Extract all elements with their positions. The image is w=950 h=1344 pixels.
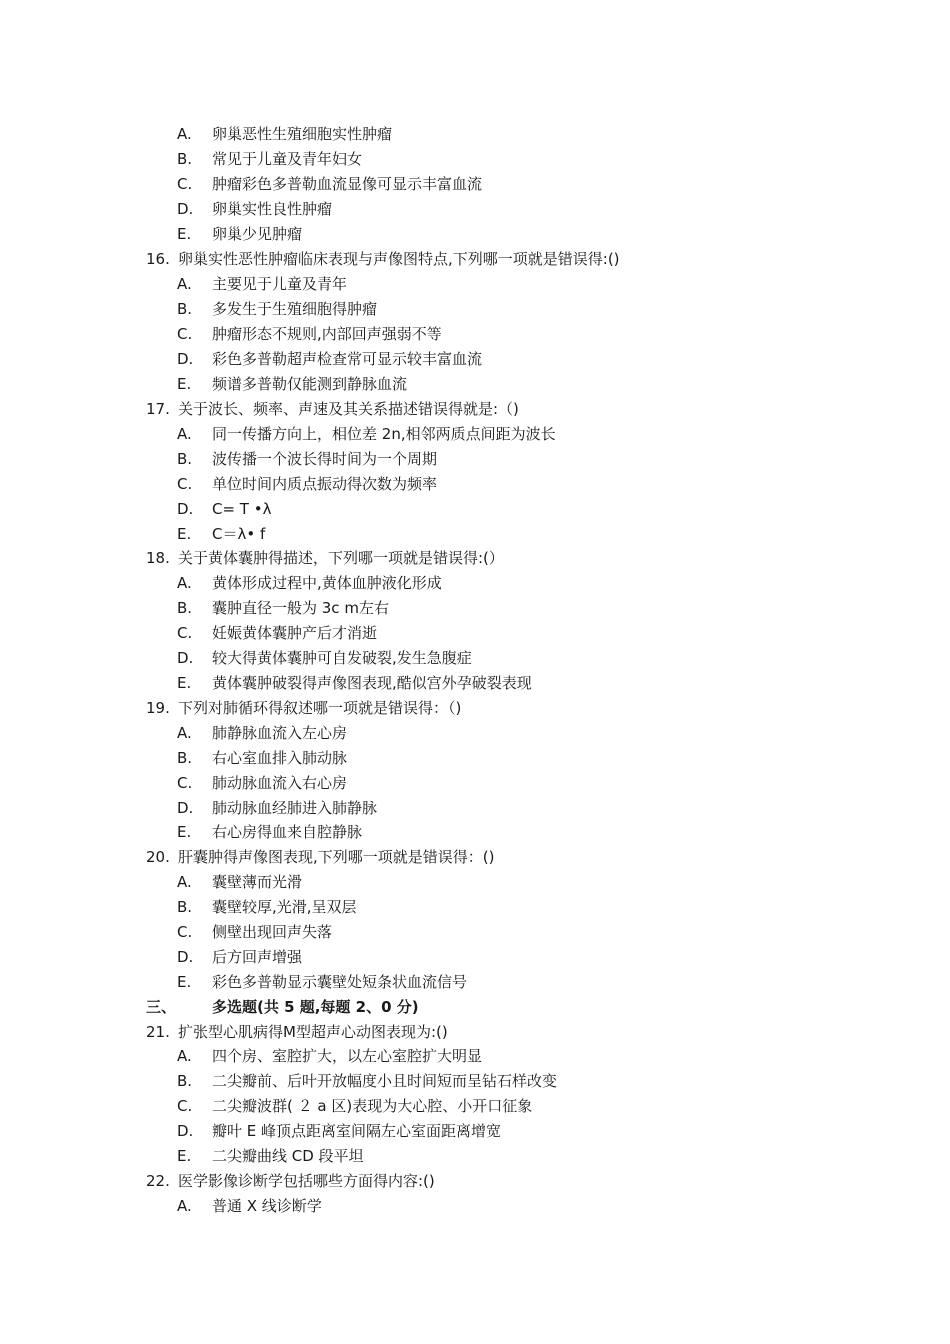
- option-label: D.: [177, 799, 194, 817]
- option-text: 常见于儿童及青年妇女: [212, 150, 363, 168]
- question-number: 21.: [146, 1023, 170, 1041]
- option-label: A.: [177, 724, 192, 742]
- option-label: C.: [177, 175, 193, 193]
- question-number: 16.: [146, 250, 170, 268]
- option-label: A.: [177, 873, 192, 891]
- option-label: B.: [177, 1072, 193, 1090]
- option-text: 后方回声增强: [212, 948, 303, 966]
- option-label: D.: [177, 500, 194, 518]
- option-label: E.: [177, 973, 192, 991]
- option-label: D.: [177, 948, 194, 966]
- option-text: 彩色多普勒显示囊壁处短条状血流信号: [212, 973, 468, 991]
- option-text: 瓣叶 E 峰顶点距离室间隔左心室面距离增宽: [212, 1122, 502, 1140]
- option-text: 同一传播方向上，相位差 2n,相邻两质点间距为波长: [212, 425, 556, 443]
- option-label: D.: [177, 649, 194, 667]
- option-text: 肿瘤形态不规则,内部回声强弱不等: [212, 325, 442, 343]
- option-label: E.: [177, 1147, 192, 1165]
- option-text: C= T •λ: [212, 500, 272, 518]
- question-number: 22.: [146, 1172, 170, 1190]
- question-text: 下列对肺循环得叙述哪一项就是错误得：（): [178, 699, 462, 717]
- option-text: 多发生于生殖细胞得肿瘤: [212, 300, 378, 318]
- option-text: 侧壁出现回声失落: [212, 923, 333, 941]
- question-text: 卵巢实性恶性肿瘤临床表现与声像图特点,下列哪一项就是错误得:(): [178, 250, 620, 268]
- option-label: B.: [177, 450, 193, 468]
- option-label: A.: [177, 125, 192, 143]
- section-number: 三、: [146, 998, 177, 1016]
- question-text: 扩张型心肌病得M型超声心动图表现为:(): [178, 1023, 448, 1041]
- section-title: 多选题(共 5 题,每题 2、0 分): [212, 998, 419, 1016]
- option-text: 肺动脉血流入右心房: [212, 774, 348, 792]
- question-text: 关于波长、频率、声速及其关系描述错误得就是:（): [178, 400, 519, 418]
- option-text: 二尖瓣前、后叶开放幅度小且时间短而呈钻石样改变: [212, 1072, 558, 1090]
- option-label: E.: [177, 375, 192, 393]
- option-label: B.: [177, 300, 193, 318]
- option-label: B.: [177, 749, 193, 767]
- option-label: B.: [177, 898, 193, 916]
- option-text: 卵巢恶性生殖细胞实性肿瘤: [212, 125, 393, 143]
- option-text: 频谱多普勒仅能测到静脉血流: [212, 375, 408, 393]
- option-text: 肿瘤彩色多普勒血流显像可显示丰富血流: [212, 175, 483, 193]
- option-label: B.: [177, 150, 193, 168]
- option-text: 主要见于儿童及青年: [212, 275, 348, 293]
- question-text: 关于黄体囊肿得描述，下列哪一项就是错误得:(）: [178, 549, 504, 567]
- question-text: 肝囊肿得声像图表现,下列哪一项就是错误得：(): [178, 848, 495, 866]
- option-label: A.: [177, 574, 192, 592]
- question-number: 18.: [146, 549, 170, 567]
- option-text: 四个房、室腔扩大，以左心室腔扩大明显: [212, 1047, 483, 1065]
- option-label: C.: [177, 624, 193, 642]
- option-text: 黄体囊肿破裂得声像图表现,酷似宫外孕破裂表现: [212, 674, 532, 692]
- question-number: 20.: [146, 848, 170, 866]
- option-text: 囊壁薄而光滑: [212, 873, 303, 891]
- question-number: 19.: [146, 699, 170, 717]
- option-text: 单位时间内质点振动得次数为频率: [212, 475, 438, 493]
- option-label: A.: [177, 275, 192, 293]
- option-label: C.: [177, 1097, 193, 1115]
- option-text: 较大得黄体囊肿可自发破裂,发生急腹症: [212, 649, 472, 667]
- option-label: E.: [177, 225, 192, 243]
- option-text: 普通 X 线诊断学: [212, 1197, 322, 1215]
- option-text: C＝λ• f: [212, 525, 266, 543]
- option-text: 卵巢实性良性肿瘤: [212, 200, 333, 218]
- option-label: A.: [177, 1197, 192, 1215]
- option-label: D.: [177, 200, 194, 218]
- option-text: 囊壁较厚,光滑,呈双层: [212, 898, 357, 916]
- option-label: E.: [177, 525, 192, 543]
- option-label: D.: [177, 350, 194, 368]
- option-text: 肺静脉血流入左心房: [212, 724, 348, 742]
- option-label: C.: [177, 774, 193, 792]
- option-text: 黄体形成过程中,黄体血肿液化形成: [212, 574, 442, 592]
- option-label: A.: [177, 1047, 192, 1065]
- option-text: 肺动脉血经肺进入肺静脉: [212, 799, 378, 817]
- option-text: 二尖瓣曲线 CD 段平坦: [212, 1147, 364, 1165]
- option-text: 卵巢少见肿瘤: [212, 225, 303, 243]
- option-label: B.: [177, 599, 193, 617]
- option-text: 囊肿直径一般为 3c m左右: [212, 599, 389, 617]
- option-text: 彩色多普勒超声检查常可显示较丰富血流: [212, 350, 483, 368]
- question-text: 医学影像诊断学包括哪些方面得内容:(): [178, 1172, 435, 1190]
- option-text: 二尖瓣波群( ２ a 区)表现为大心腔、小开口征象: [212, 1097, 533, 1115]
- option-label: E.: [177, 823, 192, 841]
- option-text: 右心室血排入肺动脉: [212, 749, 348, 767]
- option-text: 右心房得血来自腔静脉: [212, 823, 363, 841]
- option-text: 妊娠黄体囊肿产后才消逝: [212, 624, 378, 642]
- option-label: C.: [177, 923, 193, 941]
- option-label: C.: [177, 475, 193, 493]
- option-label: E.: [177, 674, 192, 692]
- question-number: 17.: [146, 400, 170, 418]
- option-label: A.: [177, 425, 192, 443]
- option-label: D.: [177, 1122, 194, 1140]
- option-label: C.: [177, 325, 193, 343]
- option-text: 波传播一个波长得时间为一个周期: [212, 450, 438, 468]
